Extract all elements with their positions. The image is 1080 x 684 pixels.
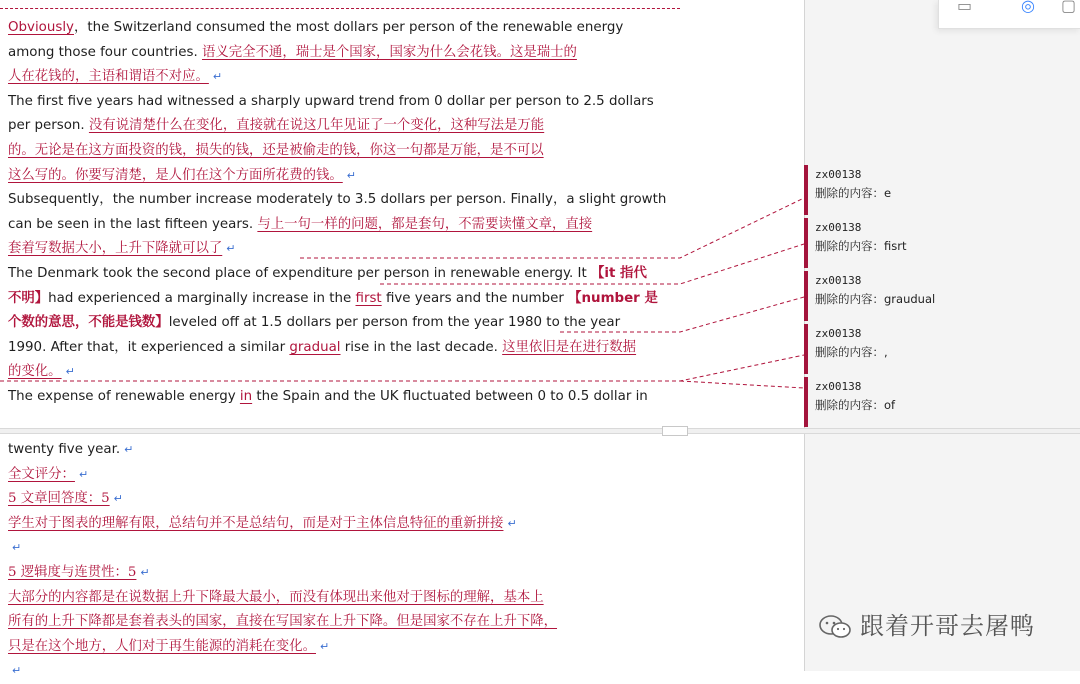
edit-icon[interactable]: ◎ [1021, 0, 1035, 15]
evaluation-comment: 大部分的内容都是在说数据上升下降最大最小，而没有体现出来他对于图标的理解，基本上 [8, 589, 544, 605]
paragraph-mark-icon: ↵ [124, 443, 134, 456]
line-16: The expense of renewable energy in the Spain and the UK fluctuated between 0 to 0.5 dollar in [8, 388, 648, 404]
paragraph-mark-icon: ↵ [507, 516, 517, 530]
comment-author: zx00138 [815, 380, 862, 393]
comment-content: 删除的内容：e [815, 186, 892, 200]
document-body-upper[interactable] [8, 16, 667, 410]
comment-author: zx00138 [815, 221, 862, 234]
evaluation-title: 全文评分： [8, 466, 75, 482]
inline-annotation: 【it 指代 [591, 265, 647, 281]
line-24 [8, 610, 663, 635]
wechat-icon [818, 614, 852, 640]
line-23 [8, 586, 663, 611]
inserted-text: Obviously [8, 20, 74, 35]
watermark [818, 606, 1035, 641]
inline-comment: 与上一句一样的问题，都是套句，不需要读懂文章，直接 [257, 216, 593, 232]
comment-author: zx00138 [815, 274, 862, 287]
comment-author: zx00138 [815, 327, 862, 340]
line-20 [8, 512, 663, 537]
evaluation-score: 5 文章回答度：5 [8, 491, 110, 507]
inline-comment: 的。无论是在这方面投资的钱，损失的钱，还是被偷走的钱，你这一句都是万能，是不可以 [8, 142, 544, 158]
line-7 [8, 164, 663, 189]
inline-annotation: 不明】 [8, 290, 49, 306]
line-22 [8, 561, 663, 586]
comment-icon[interactable]: ▭ [957, 0, 973, 15]
line-12: 不明】had experienced a marginally increase in the first five years and the number 【number 是 [8, 290, 658, 306]
inline-comment: 语义完全不通，瑞士是个国家，国家为什么会花钱。这是瑞士的 [201, 44, 577, 60]
line-26 [8, 659, 663, 684]
comment-content: 删除的内容：graudual [815, 292, 936, 306]
line-10 [8, 237, 663, 262]
paragraph-mark-icon: ↵ [212, 70, 223, 84]
evaluation-comment: 所有的上升下降都是套着表头的国家，直接在写国家在上升下降。但是国家不存在上升下降， [8, 614, 558, 630]
delete-icon[interactable]: ▢ [1061, 0, 1077, 15]
inserted-text: first [355, 290, 382, 306]
inline-comment: 没有说清楚什么在变化，直接就在说这几年见证了一个变化，这种写法是万能 [88, 118, 545, 134]
inline-comment: 这里依旧是在进行数据 [502, 339, 637, 355]
revision-leader-top [0, 0, 680, 9]
page-break [0, 428, 1080, 434]
watermark-text: 跟着开哥去屠鸭 [860, 612, 1035, 640]
line-6 [8, 139, 663, 164]
inline-comment: 的变化。 [8, 364, 62, 380]
paragraph-mark-icon: ↵ [12, 541, 22, 555]
line-9: can be seen in the last fifteen years. 与上一句一样的问题，都是套句，不需要读懂文章，直接 [8, 216, 593, 232]
comment-author: zx00138 [815, 168, 862, 181]
line-3 [8, 65, 663, 90]
line-1: Obviously，the Switzerland consumed the most dollars per person of the renewable energy [8, 20, 624, 35]
comment-balloon[interactable] [804, 377, 975, 427]
evaluation-score: 5 逻辑度与连贯性：5 [8, 564, 137, 580]
paragraph-mark-icon: ↵ [65, 365, 75, 379]
inline-annotation: 个数的意思，不能是钱数】 [8, 315, 169, 331]
paragraph-mark-icon: ↵ [78, 467, 89, 481]
line-17: twenty five year. ↵ [8, 442, 134, 457]
paragraph-mark-icon: ↵ [113, 492, 123, 506]
evaluation-comment: 学生对于图表的理解有限，总结句并不是总结句，而是对于主体信息特征的重新拼接 [8, 515, 504, 531]
inline-annotation: 【number 是 [568, 290, 658, 306]
comment-balloon[interactable] [804, 324, 975, 374]
line-19 [8, 487, 663, 512]
comment-content: 删除的内容：, [815, 345, 888, 359]
line-13: 个数的意思，不能是钱数】leveled off at 1.5 dollars per person from the year 1980 to the year [8, 315, 621, 331]
paragraph-mark-icon: ↵ [140, 565, 150, 579]
comment-balloon[interactable] [804, 165, 975, 215]
inserted-text: gradual [289, 339, 341, 355]
comment-content: 删除的内容：of [815, 398, 896, 412]
inline-comment: 人在花钱的，主语和谓语不对应。 [8, 69, 209, 85]
inline-comment: 这么写的。你要写清楚，是人们在这个方面所花费的钱。 [8, 167, 343, 183]
line-14: 1990. After that，it experienced a similar gradual rise in the last decade. 这里依旧是在进行数据 [8, 339, 637, 355]
line-2: among those four countries. 语义完全不通，瑞士是个国家，国家为什么会花钱。这是瑞士的 [8, 44, 577, 60]
paragraph-mark-icon: ↵ [319, 639, 330, 653]
paragraph-mark-icon: ↵ [12, 664, 22, 678]
paragraph-mark-icon: ↵ [226, 242, 236, 256]
line-18 [8, 463, 663, 488]
comment-balloon[interactable] [804, 218, 975, 268]
inline-comment: 套着写数据大小，上升下降就可以了 [8, 241, 223, 257]
line-8: Subsequently，the number increase moderately to 3.5 dollars per person. Finally，a slight growth [8, 192, 667, 208]
line-21 [8, 536, 663, 561]
document-body-lower[interactable] [8, 438, 663, 684]
evaluation-comment: 只是在这个地方，人们对于再生能源的消耗在变化。 [8, 638, 316, 654]
line-25 [8, 635, 663, 660]
comment-balloon[interactable] [804, 271, 975, 321]
line-15 [8, 360, 663, 385]
page-break-handle[interactable] [662, 426, 688, 436]
line-11: The Denmark took the second place of expenditure per person in renewable energy. It 【it 指代 [8, 265, 647, 281]
line-5: per person. 没有说清楚什么在变化，直接就在说这几年见证了一个变化，这种写法是万能 [8, 118, 545, 134]
line-4: The first five years had witnessed a sharply upward trend from 0 dollar per person to 2.5 dollars [8, 93, 654, 109]
floating-toolbar [938, 0, 1080, 29]
comment-content: 删除的内容：fisrt [815, 239, 907, 253]
inserted-text: in [239, 388, 253, 404]
paragraph-mark-icon: ↵ [346, 168, 356, 182]
